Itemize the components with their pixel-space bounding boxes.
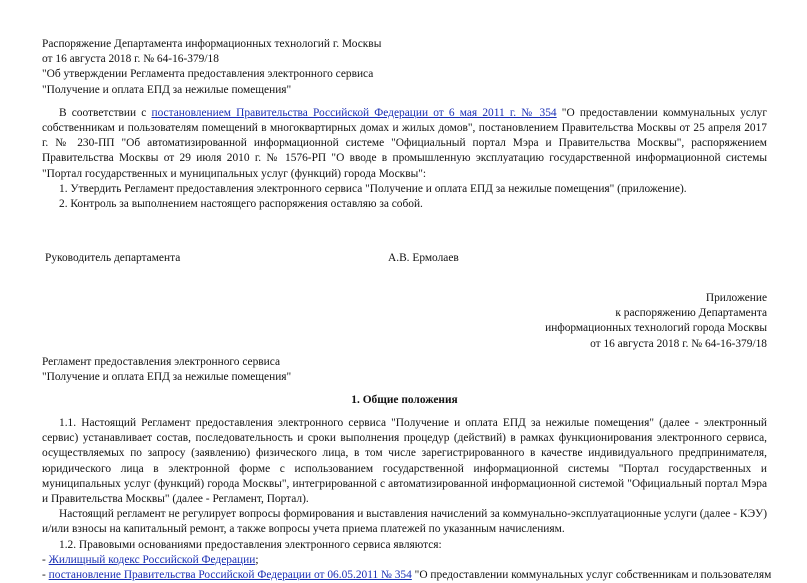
section-heading: 1. Общие положения [351, 394, 458, 406]
appendix-block [545, 291, 767, 352]
housing-code-link[interactable]: Жилищный кодекс Российской Федерации [48, 553, 256, 566]
appendix-ref: к распоряжению Департамента [615, 307, 767, 320]
signature-block [45, 251, 765, 267]
section-paragraph-1: 1.1. Настоящий Регламент предоставления электронного сервиса "Получение и оплата ЕПД за нежилые помещения" (далее - электронный сервис) устанавливает состав, последовательность и сроки выполнения процедур (действий) в рамках функционирования электронного сервиса, осуществляемых по запросу (заявлению) физического лица, в том числе зарегистрированного в качестве индивидуального предпринимателя, юридического лица в электронной форме с использованием государственной информационной системы "Портал государственных и муниципальных услуг (функций) города Москвы", интегрированной с автоматизированной информационной системой "Официальный портал Мэра и Правительства Москвы" (далее - Регламент, Портал). [42, 417, 767, 506]
appendix-date-number: от 16 августа 2018 г. № 64-16-379/18 [590, 337, 767, 350]
preamble-text-start: В соответствии с [59, 106, 152, 119]
document-header [42, 37, 767, 98]
section-body [42, 416, 772, 583]
regulation-title-line1: Регламент предоставления электронного сервиса [42, 356, 281, 368]
dash-marker: - [42, 569, 49, 582]
resolution-354-link[interactable]: постановление Правительства Российской Федерации от 06.05.2011 № 354 [48, 569, 412, 582]
order-item-1: 1. Утвердить Регламент предоставления электронного сервиса "Получение и оплата ЕПД за нежилые помещения" (приложение). [59, 182, 687, 195]
regulation-title-line2: "Получение и оплата ЕПД за нежилые помещения" [42, 371, 292, 384]
dash-marker: - [42, 553, 49, 566]
signature-role: Руководитель департамента [45, 252, 181, 264]
item-tail: ; [255, 553, 259, 566]
preamble-law-link[interactable]: постановлением Правительства Российской Федерации от 6 мая 2011 г. № 354 [151, 106, 557, 119]
section-paragraph-2: Настоящий регламент не регулирует вопросы формирования и выставления начислений за коммунально-эксплуатационные услуги (далее - КЭУ) и/или взносы на капитальный ремонт, а также вопросы учета приема платежей по указанным начислениям. [42, 508, 767, 536]
signature-name: А.В. Ермолаев [388, 252, 459, 264]
section-paragraph-3: 1.2. Правовыми основаниями предоставления электронного сервиса являются: [59, 538, 442, 551]
appendix-title: Приложение [705, 292, 767, 304]
header-date-number: от 16 августа 2018 г. № 64-16-379/18 [42, 53, 219, 66]
preamble-paragraph [42, 106, 767, 182]
appendix-department: информационных технологий города Москвы [545, 322, 767, 335]
regulation-title [42, 355, 291, 385]
legal-basis-item-1 [42, 553, 767, 568]
header-subject: "Об утверждении Регламента предоставления электронного сервиса [42, 68, 374, 81]
header-title: Распоряжение Департамента информационных технологий г. Москвы [42, 38, 382, 50]
legal-basis-item-2 [42, 568, 772, 583]
document-page [42, 37, 772, 582]
order-item-2: 2. Контроль за выполнением настоящего распоряжения оставляю за собой. [59, 198, 423, 211]
item-tail: "О предоставлении коммунальных услуг собственникам и пользователям [411, 569, 772, 582]
header-service-name: "Получение и оплата ЕПД за нежилые помещения" [42, 83, 292, 96]
preamble-text-rest: "О предоставлении коммунальных услуг собственникам и пользователям помещений в многоквартирных домах и жилых домов", постановлением Правительства Москвы от 25 апреля 2017 г. № 230-ПП "Об автоматизированной информационной системе "Официальный портал Мэра и Правительства Москвы", распоряжением Правительства Москвы от 29 июля 2010 г. № 1576-РП "О вводе в промышленную эксплуатацию государственной информационной системы "Портал государственных и муниципальных услуг (функций) города Москвы": [42, 106, 768, 180]
